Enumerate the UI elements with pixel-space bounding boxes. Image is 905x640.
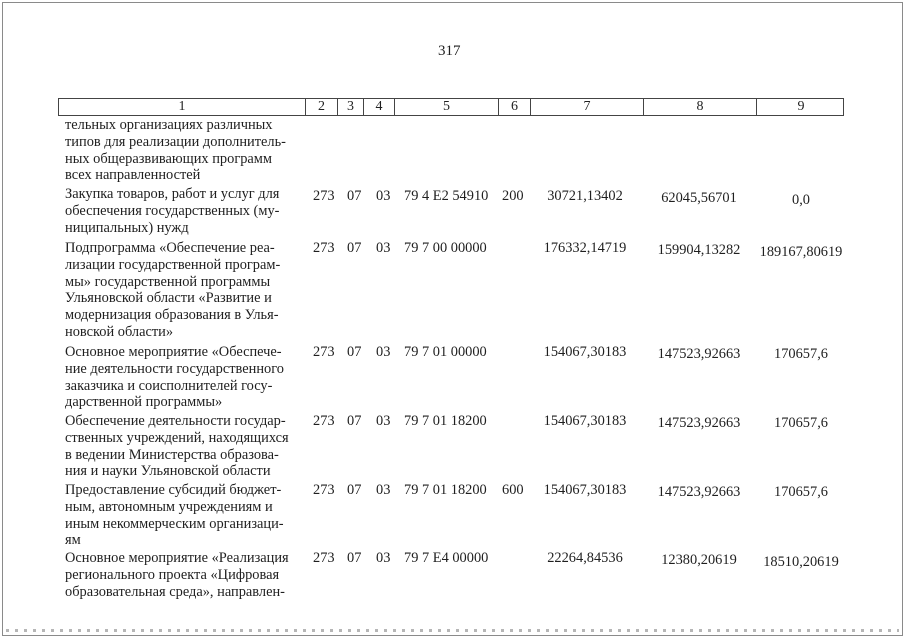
row-amount-col9: 189167,80619: [759, 244, 843, 260]
row-amount-col7: 154067,30183: [543, 482, 627, 498]
row-amount-col7: 30721,13402: [547, 188, 623, 204]
header-col-7: 7: [530, 99, 643, 115]
table-row-description: Подпрограмма «Обеспечение реа- лизации государственной програм- мы» государственной программы Ульяновской области «Развитие и модернизация образования в Улья- новской области»: [65, 240, 281, 340]
table-row-description: Основное мероприятие «Обеспече- ние деятельности государственного заказчика и соисполнителей госу- дарственной программы»: [65, 344, 284, 411]
row-amount-col9: 18510,20619: [763, 554, 839, 570]
row-amount-col7: 154067,30183: [543, 344, 627, 360]
table-row-description: тельных организациях различных типов для реализации дополнитель- ных общеразвивающих программ всех направленностей: [65, 117, 286, 184]
row-amount-col7: 22264,84536: [547, 550, 623, 566]
header-col-5: 5: [394, 99, 498, 115]
row-amount-col8: 159904,13282: [657, 242, 741, 258]
row-target-article: 79 7 E4 00000: [404, 550, 489, 566]
row-amount-col9: 170657,6: [774, 415, 828, 431]
header-col-8: 8: [643, 99, 756, 115]
row-amount-col7: 176332,14719: [543, 240, 627, 256]
row-amount-col8: 147523,92663: [657, 415, 741, 431]
table-row-description: Предоставление субсидий бюджет- ным, автономным учреждениям и иным некоммерческим организаци- ям: [65, 482, 284, 549]
header-col-3: 3: [337, 99, 363, 115]
row-amount-col7: 154067,30183: [543, 413, 627, 429]
row-target-article: 79 4 E2 54910: [404, 188, 489, 204]
header-col-1: 1: [178, 99, 186, 114]
table-row-description: Обеспечение деятельности государ- ственных учреждений, находящихся в ведении Министерства образова- ния и науки Ульяновской области: [65, 413, 289, 480]
row-section: 07: [347, 550, 362, 566]
row-subsection: 03: [376, 550, 391, 566]
row-target-article: 79 7 01 18200: [404, 413, 487, 429]
row-subsection: 03: [376, 188, 391, 204]
row-admin-code: 273: [313, 188, 335, 204]
row-subsection: 03: [376, 240, 391, 256]
row-target-article: 79 7 01 18200: [404, 482, 487, 498]
row-section: 07: [347, 240, 362, 256]
row-admin-code: 273: [313, 344, 335, 360]
header-col-9: 9: [756, 99, 845, 115]
row-section: 07: [347, 344, 362, 360]
row-amount-col8: 147523,92663: [657, 484, 741, 500]
header-col-4: 4: [363, 99, 394, 115]
row-admin-code: 273: [313, 550, 335, 566]
row-amount-col8: 62045,56701: [661, 190, 737, 206]
page-number: 317: [438, 43, 461, 59]
row-admin-code: 273: [313, 413, 335, 429]
table-row-description: Основное мероприятие «Реализация регионального проекта «Цифровая образовательная среда», направлен-: [65, 550, 289, 600]
row-subsection: 03: [376, 344, 391, 360]
row-amount-col8: 147523,92663: [657, 346, 741, 362]
row-subsection: 03: [376, 482, 391, 498]
scan-edge-artifact: [6, 629, 899, 632]
row-amount-col9: 170657,6: [774, 346, 828, 362]
row-amount-col9: 170657,6: [774, 484, 828, 500]
row-section: 07: [347, 482, 362, 498]
row-amount-col9: 0,0: [792, 192, 810, 208]
header-col-2: 2: [305, 99, 337, 115]
header-col-6: 6: [498, 99, 530, 115]
row-expense-type: 200: [502, 188, 524, 204]
row-section: 07: [347, 188, 362, 204]
row-admin-code: 273: [313, 482, 335, 498]
row-expense-type: 600: [502, 482, 524, 498]
row-subsection: 03: [376, 413, 391, 429]
row-amount-col8: 12380,20619: [661, 552, 737, 568]
table-header-row: [58, 98, 844, 116]
table-row-description: Закупка товаров, работ и услуг для обеспечения государственных (му- ниципальных) нужд: [65, 186, 280, 236]
row-section: 07: [347, 413, 362, 429]
row-target-article: 79 7 00 00000: [404, 240, 487, 256]
row-admin-code: 273: [313, 240, 335, 256]
row-target-article: 79 7 01 00000: [404, 344, 487, 360]
